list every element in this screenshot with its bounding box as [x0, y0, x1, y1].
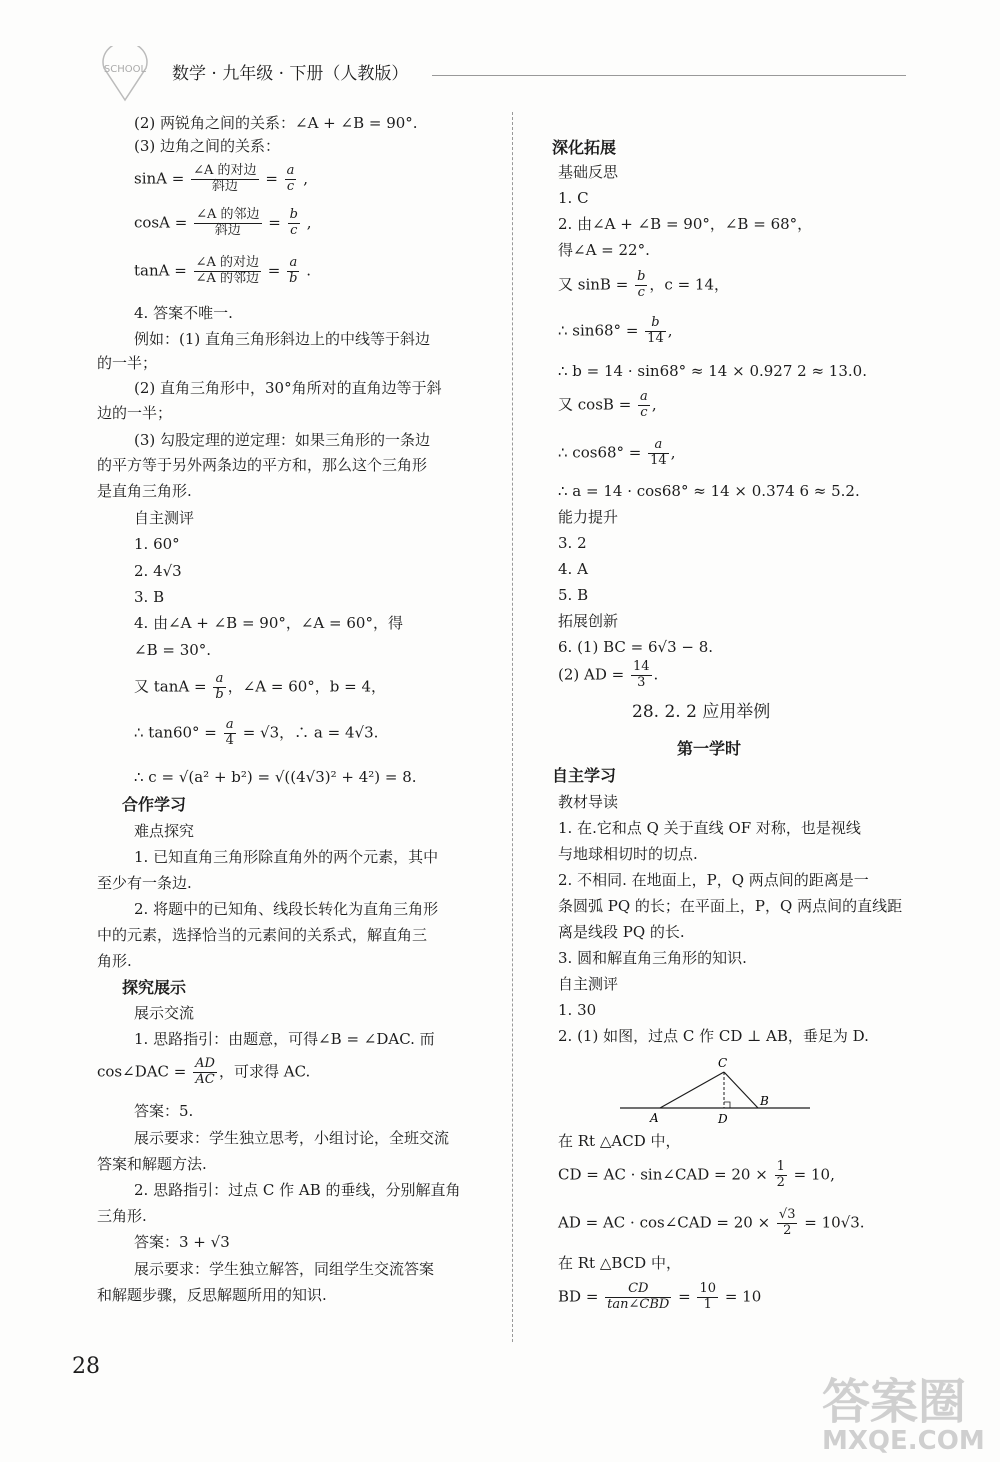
left-line: 3. B — [134, 588, 165, 606]
right-fraction-line: BD = $\frac{CD}{\text{tan∠CBD}}$ = $\frac{10}{1}$ = 10 — [558, 1281, 762, 1312]
svg-text:SCHOOL: SCHOOL — [103, 64, 147, 75]
right-line: 3. 2 — [558, 534, 587, 552]
subheading: 自主测评 — [134, 509, 195, 527]
left-line: 1. 已知直角三角形除直角外的两个元素，其中 — [134, 848, 439, 866]
right-fraction-line: 又 cosB = $\frac{a}{c}$ , — [558, 389, 657, 420]
left-line: (2) 两锐角之间的关系：∠A + ∠B = 90°. — [134, 114, 418, 132]
left-line: 的平方等于另外两条边的平方和，那么这个三角形 — [97, 456, 428, 474]
right-line: 在 Rt △BCD 中， — [558, 1254, 681, 1272]
column-divider — [512, 112, 513, 1342]
left-line: (3) 勾股定理的逆定理：如果三角形的一条边 — [134, 431, 431, 449]
left-line: 4. 答案不唯一. — [134, 304, 233, 322]
left-line: 三角形. — [97, 1207, 147, 1225]
right-line: 1. 30 — [558, 1001, 597, 1019]
right-line: ∴ b = 14 · sin68° ≈ 14 × 0.927 2 ≈ 13.0. — [558, 362, 867, 380]
right-line: 5. B — [558, 586, 589, 604]
right-line: ∴ a = 14 · cos68° ≈ 14 × 0.374 6 ≈ 5.2. — [558, 482, 860, 500]
right-line: 2. 不相同. 在地面上，P，Q 两点间的距离是一 — [558, 871, 869, 889]
section-heading: 合作学习 — [122, 795, 187, 814]
sin-formula: sinA = $\frac{\text{∠A 的对边}}{\text{斜边}}$ = $\frac{a}{c}$ , — [134, 163, 308, 194]
section-heading: 自主学习 — [552, 766, 617, 785]
left-line: 和解题步骤，反思解题所用的知识. — [97, 1286, 327, 1304]
tan-formula: tanA = $\frac{\text{∠A 的对边}}{\text{∠A 的邻边}}$ = $\frac{a}{b}$ . — [134, 255, 312, 286]
right-line: 条圆弧 PQ 的长；在平面上，P，Q 两点间的直线距 — [558, 897, 903, 915]
subheading: 教材导读 — [558, 793, 619, 811]
triangle-figure — [612, 1050, 818, 1130]
label-b: B — [760, 1094, 769, 1108]
right-line: 1. 在.它和点 Q 关于直线 OF 对称，也是视线 — [558, 819, 861, 837]
left-line: 4. 由∠A + ∠B = 90°，∠A = 60°，得 — [134, 614, 403, 632]
left-line: 边的一半； — [97, 404, 173, 422]
left-line: 中的元素，选择恰当的元素间的关系式，解直角三 — [97, 926, 428, 944]
left-line: (3) 边角之间的关系： — [134, 137, 281, 155]
left-line: 例如：(1) 直角三角形斜边上的中线等于斜边 — [134, 330, 431, 348]
right-fraction-line: ∴ sin68° = $\frac{b}{14}$ , — [558, 315, 673, 346]
left-line: 答案：3 + √3 — [134, 1233, 230, 1251]
lesson-title: 第一学时 — [677, 739, 742, 758]
right-line: 得∠A = 22°. — [558, 241, 650, 259]
left-line: 至少有一条边. — [97, 874, 192, 892]
subheading: 难点探究 — [134, 822, 195, 840]
label-d: D — [718, 1112, 728, 1126]
header-title: 数学 · 九年级 · 下册（人教版） — [172, 64, 409, 84]
subheading: 拓展创新 — [558, 612, 619, 630]
subheading: 能力提升 — [558, 508, 619, 526]
right-line: 在 Rt △ACD 中， — [558, 1132, 681, 1150]
header-rule — [432, 75, 906, 76]
left-line: 答案和解题方法. — [97, 1155, 207, 1173]
right-fraction-line: (2) AD = $\frac{14}{3}$ . — [558, 659, 659, 690]
left-line: 1. 60° — [134, 535, 180, 553]
right-line: 2. (1) 如图，过点 C 作 CD ⊥ AB，垂足为 D. — [558, 1027, 869, 1045]
section-heading: 探究展示 — [122, 978, 187, 997]
section-title: 28. 2. 2 应用举例 — [632, 702, 771, 722]
right-fraction-line: ∴ cos68° = $\frac{a}{14}$ , — [558, 437, 676, 468]
right-line: 离是线段 PQ 的长. — [558, 923, 685, 941]
label-a: A — [650, 1111, 659, 1125]
side-bc — [724, 1072, 758, 1108]
watermark-url: MXQE.COM — [822, 1426, 985, 1456]
right-line: 与地球相切时的切点. — [558, 845, 698, 863]
right-line: 4. A — [558, 560, 588, 578]
left-line: 展示要求：学生独立解答，同组学生交流答案 — [134, 1260, 435, 1278]
left-fraction-line: 又 tanA = $\frac{a}{b}$ ，∠A = 60°，b = 4， — [134, 671, 387, 702]
right-line: 6. (1) BC = 6√3 − 8. — [558, 638, 714, 656]
watermark: 答案圈 — [822, 1374, 967, 1430]
subheading: 自主测评 — [558, 975, 619, 993]
left-line: 2. 思路指引：过点 C 作 AB 的垂线，分别解直角 — [134, 1181, 461, 1199]
subheading: 基础反思 — [558, 163, 619, 181]
right-fraction-line: 又 sinB = $\frac{b}{c}$ ，c = 14， — [558, 269, 729, 300]
left-line: 2. 将题中的已知角、线段长转化为直角三角形 — [134, 900, 439, 918]
label-c: C — [718, 1056, 728, 1070]
left-line: ∠B = 30°. — [134, 641, 212, 659]
right-line: 3. 圆和解直角三角形的知识. — [558, 949, 747, 967]
left-fraction-line: ∴ tan60° = $\frac{a}{4}$ = √3，∴ a = 4√3. — [134, 717, 379, 748]
left-line: 1. 思路指引：由题意，可得∠B = ∠DAC. 而 — [134, 1030, 435, 1048]
left-line: 答案：5. — [134, 1102, 194, 1120]
subheading: 展示交流 — [134, 1004, 195, 1022]
page-number: 28 — [72, 1354, 100, 1379]
left-line: 展示要求：学生独立思考，小组讨论，全班交流 — [134, 1129, 450, 1147]
left-line: ∴ c = √(a² + b²) = √((4√3)² + 4²) = 8. — [134, 768, 417, 786]
right-line: 2. 由∠A + ∠B = 90°，∠B = 68°， — [558, 215, 813, 233]
left-fraction-line: cos∠DAC = $\frac{AD}{AC}$ ，可求得 AC. — [97, 1056, 311, 1087]
cos-formula: cosA = $\frac{\text{∠A 的邻边}}{\text{斜边}}$ = $\frac{b}{c}$ , — [134, 207, 312, 238]
left-line: 的一半； — [97, 354, 158, 372]
side-ac — [660, 1072, 724, 1108]
school-logo-icon — [96, 46, 154, 102]
right-fraction-line: CD = AC · sin∠CAD = 20 × $\frac{1}{2}$ = 10, — [558, 1159, 835, 1190]
section-heading: 深化拓展 — [552, 138, 617, 157]
left-line: 角形. — [97, 952, 132, 970]
left-line: 是直角三角形. — [97, 482, 192, 500]
right-angle-mark — [724, 1102, 730, 1108]
right-line: 1. C — [558, 189, 589, 207]
school-logo — [96, 46, 154, 102]
left-line: 2. 4√3 — [134, 562, 182, 580]
left-line: (2) 直角三角形中，30°角所对的直角边等于斜 — [134, 379, 442, 397]
right-fraction-line: AD = AC · cos∠CAD = 20 × $\frac{√3}{2}$ = 10√3. — [558, 1207, 865, 1238]
